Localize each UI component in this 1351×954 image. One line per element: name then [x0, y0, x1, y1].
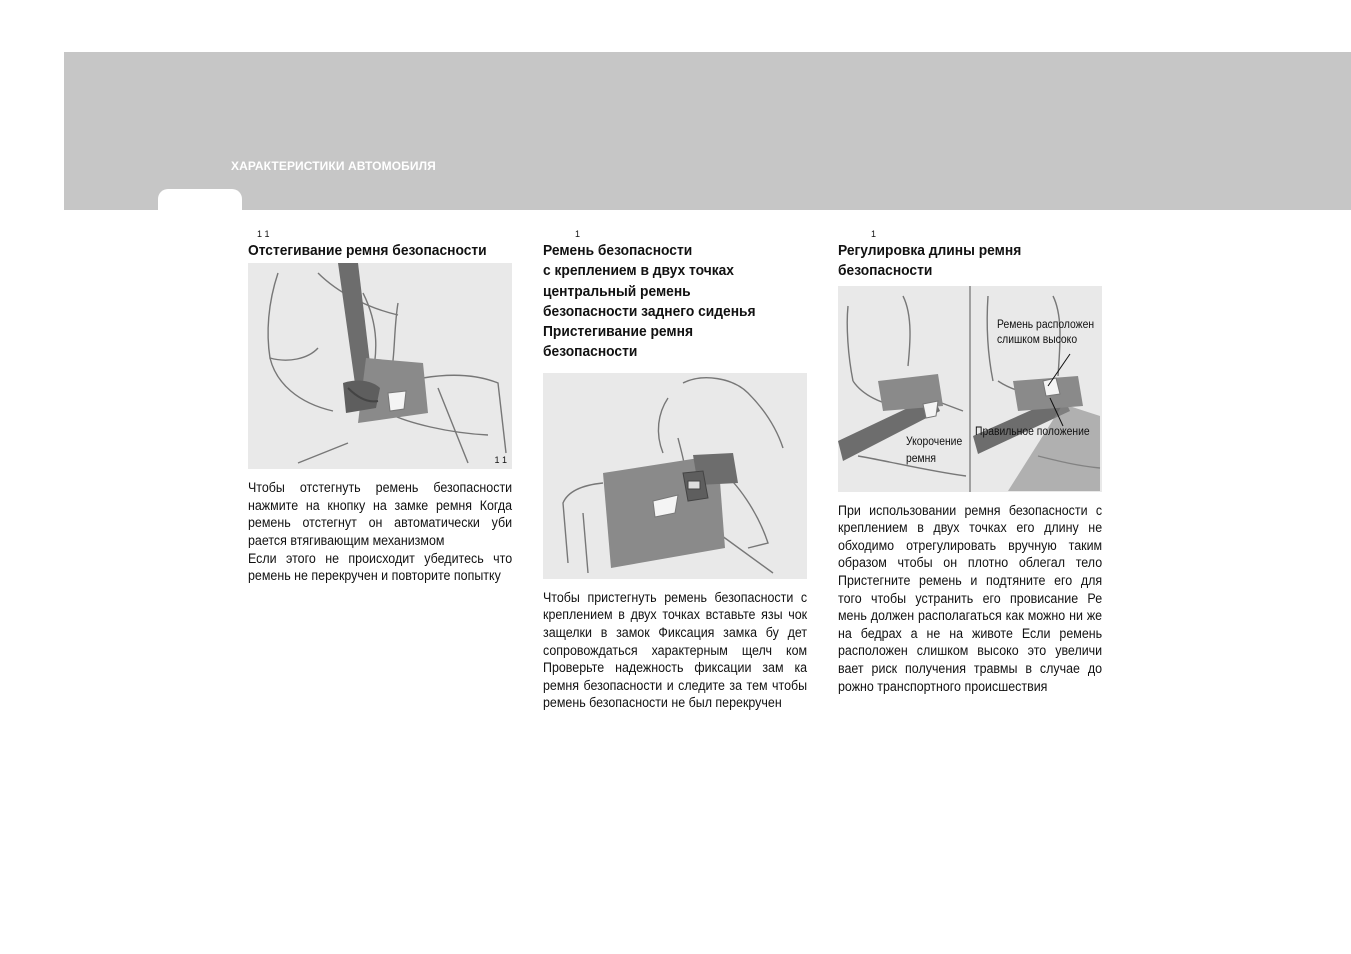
illustration-unfasten-drawing: [248, 263, 512, 469]
reference-number: 1: [575, 229, 581, 239]
illustration-fasten: [543, 373, 807, 579]
illustration-unfasten: [248, 263, 512, 469]
column-adjust: [838, 228, 1102, 695]
section-title: ХАРАКТЕРИСТИКИ АВТОМОБИЛЯ: [231, 159, 436, 173]
label-belt-too-high: Ремень расположен слишком высоко: [997, 318, 1095, 346]
heading-center-belt: Ремень безопасности с креплением в двух точках центральный ремень безопасности заднего сиденья Пристегивание ремня безопасности: [543, 242, 756, 361]
page-number-tab: [158, 189, 242, 229]
body-text-adjust: При использовании ремня безопасности с креплением в двух точках его длину не обходимо отрегулировать вручную таким образом чтобы он плотно облегал тело Пристегните ремень и подтяните его для того чтобы устранить его провисание Ре мень должен располагаться как можно ни же на бедрах а не на животе Если ремень расположен слишком высоко это увеличи вает риск получения травмы в случае до рожно транспортного происшествия: [838, 502, 1103, 694]
illustration-adjust-drawing: [838, 286, 1102, 492]
illustration-adjust: [838, 286, 1102, 492]
heading-unfasten: Отстегивание ремня безопасности: [248, 242, 487, 259]
column-unfasten: [248, 228, 512, 585]
label-shorten-belt: Укорочение ремня: [906, 435, 963, 465]
figure-code: 1 1: [494, 455, 507, 466]
header-band: [64, 52, 1351, 210]
label-correct-position: Правильное положение: [975, 425, 1090, 438]
body-text-fasten: Чтобы пристегнуть ремень безопасности с креплением в двух точках вставьте язы чок защелки в замок Фиксация замка бу дет сопровождаться характерным щелч ком Проверьте надежность фиксации зам ка ремня безопасности и следите за тем чтобы ремень безопасности не был перекручен: [543, 589, 808, 711]
illustration-fasten-drawing: [543, 373, 807, 579]
reference-number: 1 1: [257, 229, 270, 239]
body-text-unfasten: Чтобы отстегнуть ремень безопасности нажмите на кнопку на замке ремня Когда ремень отстегнут он автоматически уби рается втягивающим механизмом Если этого не происходит убедитесь что ремень не перекручен и повторите попытку: [248, 480, 513, 584]
column-center-belt: [543, 228, 807, 712]
reference-number: 1: [871, 229, 877, 239]
heading-adjust: Регулировка длины ремня безопасности: [838, 242, 1022, 280]
